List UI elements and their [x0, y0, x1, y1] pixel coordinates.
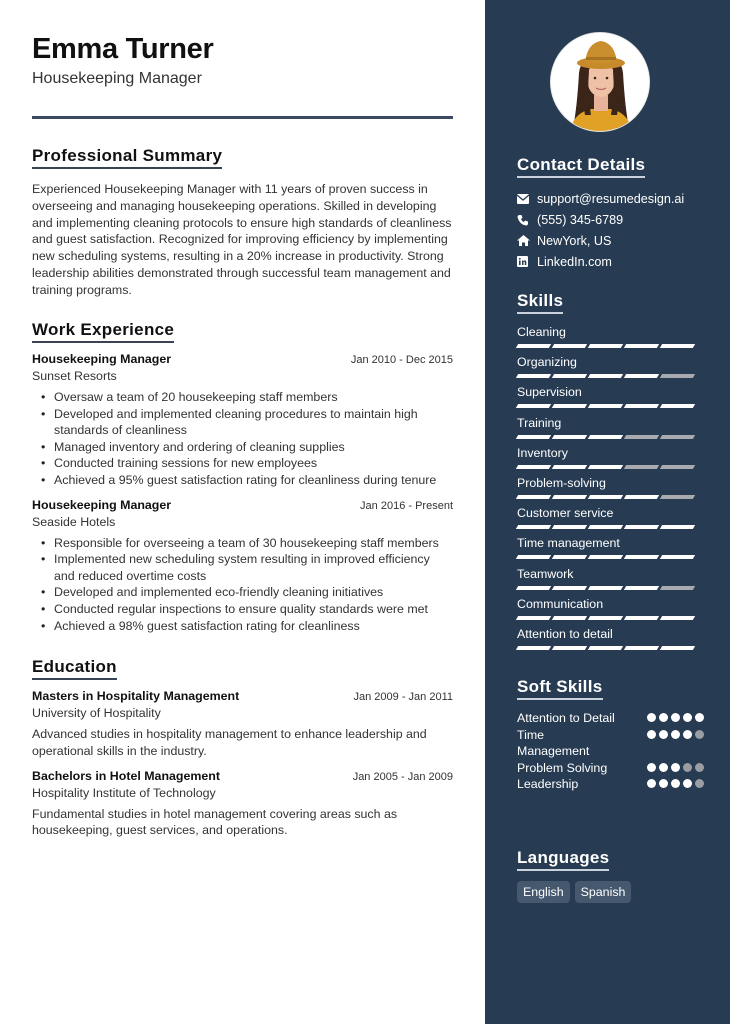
- skill-label: Problem-solving: [517, 475, 606, 490]
- school-name: University of Hospitality: [32, 706, 161, 720]
- languages-section: [517, 848, 707, 903]
- section-title: Skills: [517, 291, 563, 314]
- skill-item: [517, 475, 707, 505]
- bar-segment-filled: [660, 555, 695, 559]
- bar-segment-filled: [516, 586, 551, 590]
- bullet-item: • Managed inventory and ordering of cleaning supplies: [54, 439, 453, 456]
- home-icon: [517, 235, 537, 246]
- rating-dot-filled: [683, 713, 692, 722]
- rating-dot-filled: [683, 730, 692, 739]
- degree-title: Bachelors in Hotel Management: [32, 768, 220, 783]
- skill-level-bar: [517, 586, 707, 590]
- skill-item: [517, 415, 707, 445]
- bar-segment-filled: [660, 646, 695, 650]
- bar-segment-filled: [516, 374, 551, 378]
- rating-dot-filled: [671, 763, 680, 772]
- job-company: Sunset Resorts: [32, 369, 117, 383]
- profile-photo-icon: [551, 33, 650, 132]
- skill-item: [517, 626, 707, 656]
- bar-segment-filled: [660, 616, 695, 620]
- bar-segment-filled: [588, 646, 623, 650]
- bar-segment-filled: [516, 404, 551, 408]
- bar-segment-filled: [552, 495, 587, 499]
- rating-dot-filled: [659, 730, 668, 739]
- candidate-name: Emma Turner: [32, 33, 214, 65]
- skill-label: Customer service: [517, 506, 614, 521]
- skill-label: Inventory: [517, 445, 568, 460]
- language-chip: English: [517, 881, 570, 903]
- bar-segment-filled: [552, 374, 587, 378]
- bar-segment-filled: [516, 525, 551, 529]
- soft-skill-item: [517, 727, 707, 760]
- skill-level-bar: [517, 435, 707, 439]
- bar-segment-filled: [516, 344, 551, 348]
- rating-dot-empty: [695, 779, 704, 788]
- skill-level-bar: [517, 646, 707, 650]
- skills-section: [517, 291, 707, 656]
- bar-segment-filled: [588, 374, 623, 378]
- bar-segment-filled: [624, 374, 659, 378]
- bar-segment-filled: [624, 646, 659, 650]
- skill-label: Training: [517, 415, 562, 430]
- bar-segment-filled: [588, 465, 623, 469]
- degree-title: Masters in Hospitality Management: [32, 689, 240, 703]
- skill-item: [517, 445, 707, 475]
- skill-label: Time management: [517, 536, 620, 551]
- bar-segment-filled: [552, 586, 587, 590]
- bar-segment-empty: [660, 586, 695, 590]
- skill-item: [517, 566, 707, 596]
- bullet-item: • Developed and implemented cleaning procedures to maintain high standards of cleanliness: [54, 406, 453, 439]
- job-date: Jan 2016 - Present: [360, 499, 453, 512]
- soft-skill-item: [517, 710, 707, 727]
- soft-skill-item: [517, 760, 707, 777]
- bar-segment-filled: [624, 586, 659, 590]
- bar-segment-filled: [624, 404, 659, 408]
- bar-segment-filled: [516, 495, 551, 499]
- bar-segment-filled: [588, 495, 623, 499]
- soft-skill-rating: [647, 760, 707, 777]
- contact-location: [517, 230, 707, 251]
- skill-label: Attention to detail: [517, 626, 613, 641]
- job-bullets: [32, 535, 453, 635]
- skill-item: [517, 505, 707, 535]
- skill-level-bar: [517, 374, 707, 378]
- professional-summary-section: [32, 146, 453, 299]
- skill-item: [517, 354, 707, 384]
- bar-segment-filled: [660, 404, 695, 408]
- job-title: Housekeeping Manager: [32, 352, 172, 366]
- job-entry: [32, 351, 453, 489]
- bar-segment-filled: [624, 495, 659, 499]
- job-bullets: [32, 389, 453, 489]
- rating-dot-filled: [671, 779, 680, 788]
- section-title: Soft Skills: [517, 677, 603, 700]
- bar-segment-filled: [516, 435, 551, 439]
- bar-segment-filled: [624, 555, 659, 559]
- bar-segment-filled: [588, 555, 623, 559]
- section-title: Languages: [517, 848, 609, 871]
- summary-text: Experienced Housekeeping Manager with 11 years of proven success in overseeing and managing housekeeping operations. Skilled in developing and implementing cleaning protocols to ensure high standards of cleanliness and guest satisfaction. Recognized for improving efficiency by implementing new scheduling systems, resulting in a 20% increase in productivity. Strong leadership abilities demonstrated through successful team management and training programs.: [32, 182, 452, 297]
- skill-label: Organizing: [517, 355, 577, 370]
- rating-dot-empty: [695, 763, 704, 772]
- bar-segment-filled: [588, 404, 623, 408]
- contact-email[interactable]: [517, 188, 707, 209]
- skill-level-bar: [517, 495, 707, 499]
- skill-level-bar: [517, 465, 707, 469]
- skill-item: [517, 596, 707, 626]
- skill-level-bar: [517, 555, 707, 559]
- header-divider: [32, 116, 453, 119]
- bullet-item: • Conducted training sessions for new employees: [54, 455, 453, 472]
- soft-skill-label: Leadership: [517, 777, 579, 792]
- section-title: Work Experience: [32, 320, 174, 343]
- bar-segment-filled: [516, 616, 551, 620]
- rating-dot-filled: [671, 713, 680, 722]
- rating-dot-filled: [647, 730, 656, 739]
- bar-segment-filled: [588, 525, 623, 529]
- skill-item: [517, 324, 707, 354]
- bar-segment-filled: [552, 465, 587, 469]
- education-entry: [32, 688, 453, 760]
- bar-segment-empty: [624, 435, 659, 439]
- school-name: Hospitality Institute of Technology: [32, 785, 216, 800]
- bar-segment-empty: [660, 495, 695, 499]
- bullet-item: • Achieved a 98% guest satisfaction rating for cleanliness: [54, 618, 453, 635]
- rating-dot-filled: [683, 779, 692, 788]
- soft-skill-rating: [647, 776, 707, 793]
- phone-icon: [517, 214, 537, 226]
- bar-segment-filled: [660, 525, 695, 529]
- bar-segment-filled: [552, 646, 587, 650]
- bar-segment-filled: [552, 555, 587, 559]
- bar-segment-empty: [660, 374, 695, 378]
- bar-segment-empty: [660, 465, 695, 469]
- education-date: Jan 2009 - Jan 2011: [353, 691, 453, 703]
- skill-level-bar: [517, 525, 707, 529]
- education-description: Advanced studies in hospitality management to enhance leadership and operational skills in the industry.: [32, 727, 427, 758]
- soft-skill-rating: [647, 710, 707, 727]
- skill-label: Communication: [517, 596, 604, 611]
- contact-phone[interactable]: [517, 209, 707, 230]
- bar-segment-filled: [552, 344, 587, 348]
- skill-label: Teamwork: [517, 566, 574, 581]
- contact-text: NewYork, US: [537, 233, 612, 248]
- contact-linkedin[interactable]: [517, 251, 707, 272]
- soft-skill-label: Attention to Detail: [517, 711, 615, 725]
- education-section: [32, 657, 453, 839]
- candidate-role: Housekeeping Manager: [32, 70, 202, 87]
- bar-segment-filled: [624, 616, 659, 620]
- education-description: Fundamental studies in hotel management covering areas such as housekeeping, guest services, and operations.: [32, 806, 398, 838]
- soft-skills-section: [517, 677, 707, 793]
- bar-segment-filled: [552, 525, 587, 529]
- job-entry: [32, 497, 453, 635]
- bar-segment-filled: [516, 465, 551, 469]
- bar-segment-filled: [516, 555, 551, 559]
- rating-dot-filled: [659, 763, 668, 772]
- job-date: Jan 2010 - Dec 2015: [350, 354, 453, 366]
- bar-segment-filled: [516, 646, 551, 650]
- bullet-item: • Oversaw a team of 20 housekeeping staff members: [54, 389, 453, 406]
- rating-dot-filled: [647, 713, 656, 722]
- rating-dot-empty: [695, 730, 704, 739]
- skill-label: Cleaning: [517, 325, 566, 339]
- bar-segment-filled: [552, 616, 587, 620]
- bar-segment-filled: [588, 616, 623, 620]
- bar-segment-empty: [660, 435, 695, 439]
- rating-dot-filled: [647, 779, 656, 788]
- section-title: Contact Details: [517, 155, 645, 178]
- linkedin-icon: [517, 256, 537, 267]
- bar-segment-filled: [624, 344, 659, 348]
- education-entry: [32, 768, 453, 840]
- contact-text: (555) 345-6789: [537, 212, 624, 227]
- soft-skill-label: Time Management: [517, 727, 590, 759]
- bullet-item: • Achieved a 95% guest satisfaction rating for cleanliness during tenure: [54, 472, 453, 489]
- soft-skill-label: Problem Solving: [517, 760, 608, 775]
- rating-dot-filled: [671, 730, 680, 739]
- bar-segment-empty: [624, 465, 659, 469]
- skill-level-bar: [517, 616, 707, 620]
- contact-details-section: [517, 155, 707, 272]
- bullet-item: • Responsible for overseeing a team of 30 housekeeping staff members: [54, 535, 453, 552]
- rating-dot-filled: [695, 713, 704, 722]
- bar-segment-filled: [588, 586, 623, 590]
- work-experience-section: [32, 320, 453, 634]
- section-title: Professional Summary: [32, 146, 222, 169]
- bar-segment-filled: [552, 435, 587, 439]
- rating-dot-filled: [659, 779, 668, 788]
- skill-item: [517, 384, 707, 414]
- bar-segment-filled: [660, 344, 695, 348]
- contact-text: support@resumedesign.ai: [537, 191, 685, 206]
- rating-dot-empty: [683, 763, 692, 772]
- bullet-item: • Conducted regular inspections to ensure quality standards were met: [54, 601, 453, 618]
- soft-skill-item: [517, 776, 707, 793]
- skill-level-bar: [517, 404, 707, 408]
- bullet-item: • Implemented new scheduling system resulting in improved efficiency and reduced overtime costs: [54, 551, 453, 584]
- education-date: Jan 2005 - Jan 2009: [352, 770, 453, 783]
- bullet-item: • Developed and implemented eco-friendly cleaning initiatives: [54, 584, 453, 601]
- soft-skill-rating: [647, 727, 707, 760]
- bar-segment-filled: [588, 435, 623, 439]
- rating-dot-filled: [659, 713, 668, 722]
- envelope-icon: [517, 194, 537, 204]
- job-company: Seaside Hotels: [32, 514, 116, 529]
- language-chip: Spanish: [575, 881, 632, 903]
- skill-level-bar: [517, 344, 707, 348]
- skill-label: Supervision: [517, 385, 582, 400]
- job-title: Housekeeping Manager: [32, 497, 172, 512]
- bar-segment-filled: [552, 404, 587, 408]
- bar-segment-filled: [624, 525, 659, 529]
- rating-dot-filled: [647, 763, 656, 772]
- section-title: Education: [32, 657, 117, 680]
- skill-item: [517, 535, 707, 565]
- avatar: [550, 32, 650, 132]
- contact-text: LinkedIn.com: [537, 254, 612, 269]
- bar-segment-filled: [588, 344, 623, 348]
